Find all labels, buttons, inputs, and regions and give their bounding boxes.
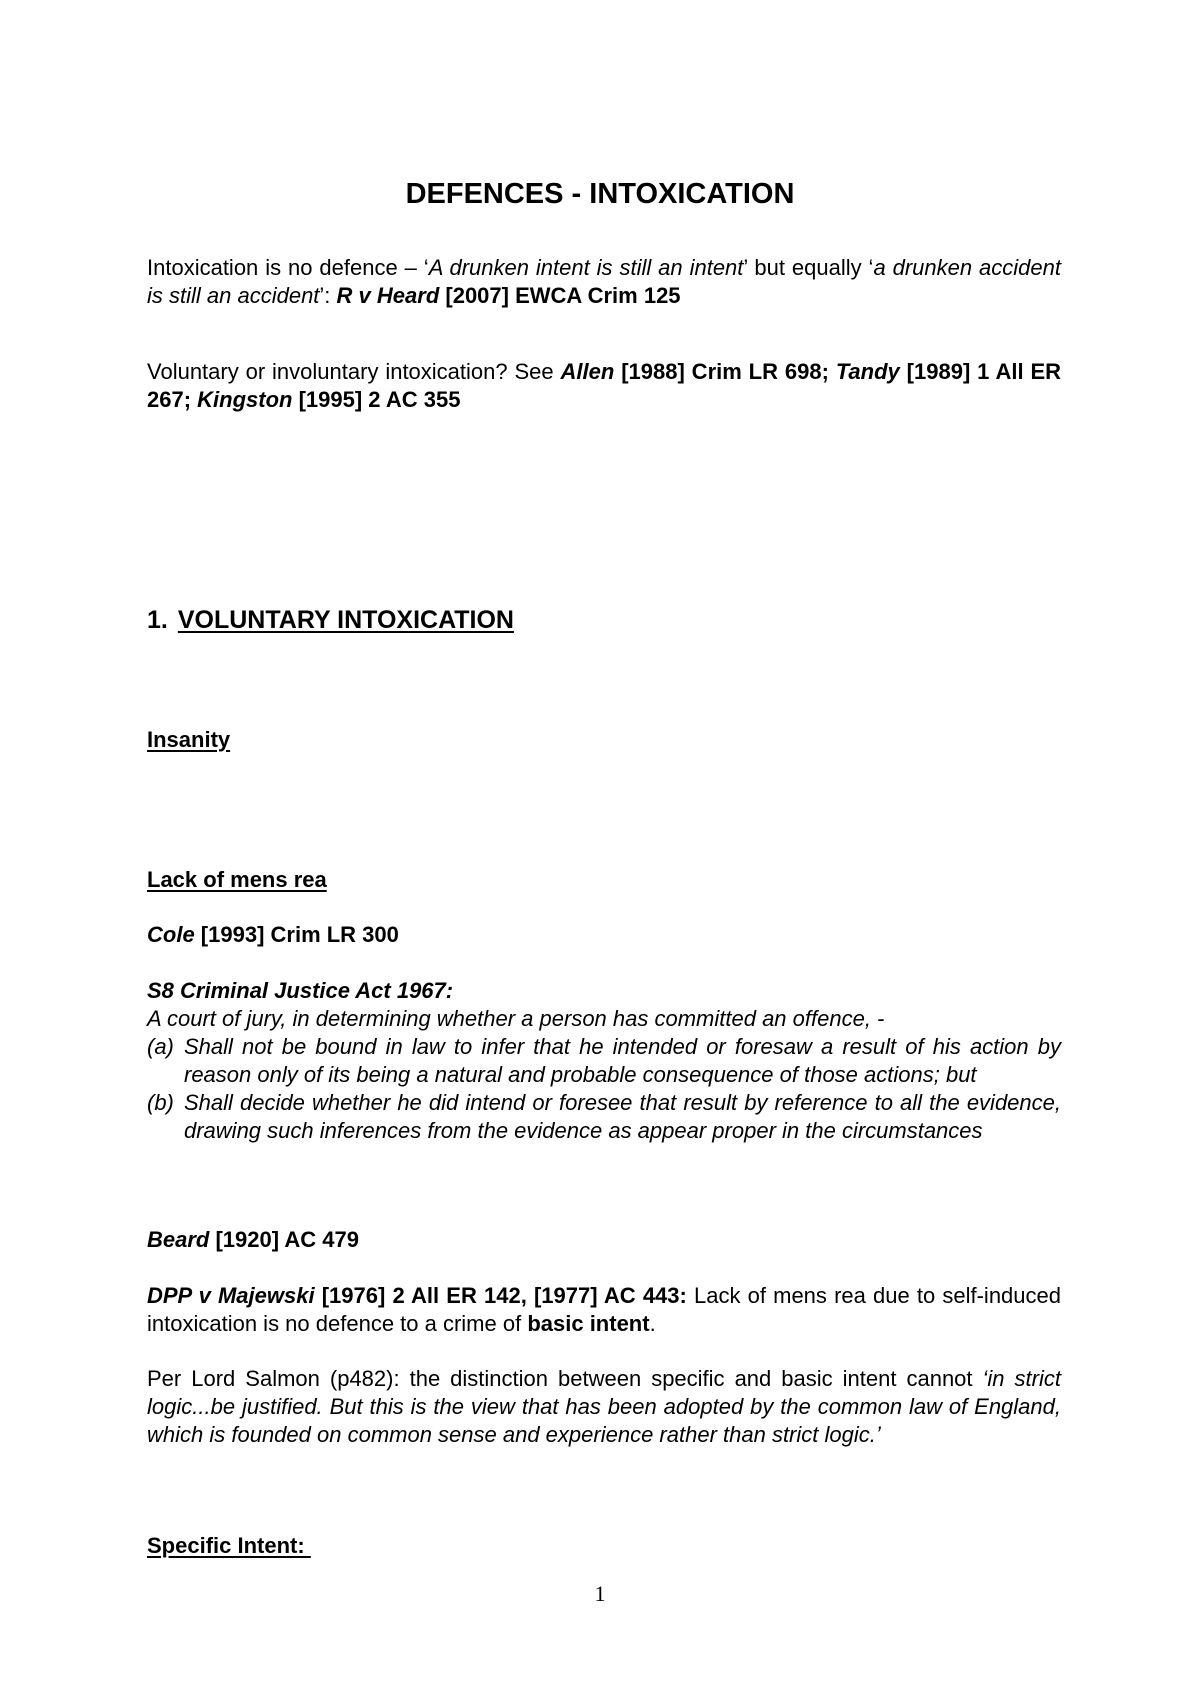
salmon-lead: Per Lord Salmon (p482): the distinction between specific and basic intent cannot (147, 1366, 983, 1391)
list-item-text: Shall not be bound in law to infer that he intended or foresaw a result of his action by reason only of its being a natural and probable consequence of those actions; but (184, 1034, 1061, 1087)
section-heading-voluntary-intoxication (147, 604, 1061, 636)
case-name-majewski: DPP v Majewski (147, 1283, 315, 1308)
statute-lead-text: A court of jury, in determining whether a person has committed an offence, - (147, 1006, 885, 1031)
case-citation-beard: [1920] AC 479 (209, 1227, 359, 1252)
case-line-beard (147, 1226, 1061, 1254)
case-name-tandy: Tandy (835, 359, 900, 384)
subheading-insanity: Insanity (147, 727, 231, 752)
list-item (147, 1033, 1061, 1089)
case-citation-kingston: [1995] 2 AC 355 (292, 387, 461, 412)
intro-text: ’: (319, 283, 337, 308)
quote-drunken-intent: A drunken intent is still an intent (428, 255, 744, 280)
subheading-lack-of-mens-rea: Lack of mens rea (147, 867, 327, 892)
section-number: 1. (147, 606, 168, 634)
case-citation-cole: [1993] Crim LR 300 (194, 922, 399, 947)
case-name-allen: Allen (560, 359, 615, 384)
list-item (147, 1089, 1061, 1145)
intro-text: Voluntary or involuntary intoxication? See (147, 359, 561, 384)
document-title: DEFENCES - INTOXICATION (405, 178, 795, 210)
list-item-text: Shall decide whether he did intend or foresee that result by reference to all the evidence, drawing such inferences from the evidence as appear proper in the circumstances (184, 1090, 1061, 1143)
paragraph-lord-salmon (147, 1365, 1061, 1449)
case-name-kingston: Kingston (197, 387, 293, 412)
list-marker: (a) (147, 1034, 174, 1059)
salmon-quote: ‘in strict logic...be justified. But this is the view that has been adopted by the common law of England, which is founded on common sense and experience rather than strict logic.’ (147, 1366, 1061, 1447)
case-name-beard: Beard (147, 1227, 210, 1252)
majewski-end: . (649, 1311, 656, 1336)
term-basic-intent: basic intent (527, 1311, 650, 1336)
case-citation-heard: [2007] EWCA Crim 125 (439, 283, 681, 308)
subheading-specific-intent: Specific Intent: (147, 1533, 311, 1558)
intro-paragraph-voluntary (147, 358, 1061, 414)
paragraph-majewski (147, 1282, 1061, 1338)
intro-text: ’ but equally ‘ (743, 255, 874, 280)
section-heading-text: VOLUNTARY INTOXICATION (177, 606, 514, 634)
intro-paragraph-heard (147, 254, 1061, 310)
intro-text: Intoxication is no defence – ‘ (147, 255, 429, 280)
case-line-cole (147, 921, 1061, 949)
case-citation-tandy: [1989] 1 All ER 267; (147, 359, 1062, 412)
case-citation-allen: [1988] Crim LR 698; (614, 359, 836, 384)
statute-list (147, 1033, 1061, 1145)
page-number: 1 (594, 1581, 606, 1606)
list-marker: (b) (147, 1090, 174, 1115)
statute-heading-s8: S8 Criminal Justice Act 1967: (147, 978, 454, 1003)
case-citation-majewski: [1976] 2 All ER 142, [1977] AC 443: (314, 1283, 687, 1308)
case-name-heard: R v Heard (336, 283, 440, 308)
case-name-cole: Cole (147, 922, 195, 947)
quote-drunken-accident: a drunken accident is still an accident (147, 255, 1061, 308)
majewski-text: Lack of mens rea due to self-induced intoxication is no defence to a crime of (147, 1283, 1061, 1336)
